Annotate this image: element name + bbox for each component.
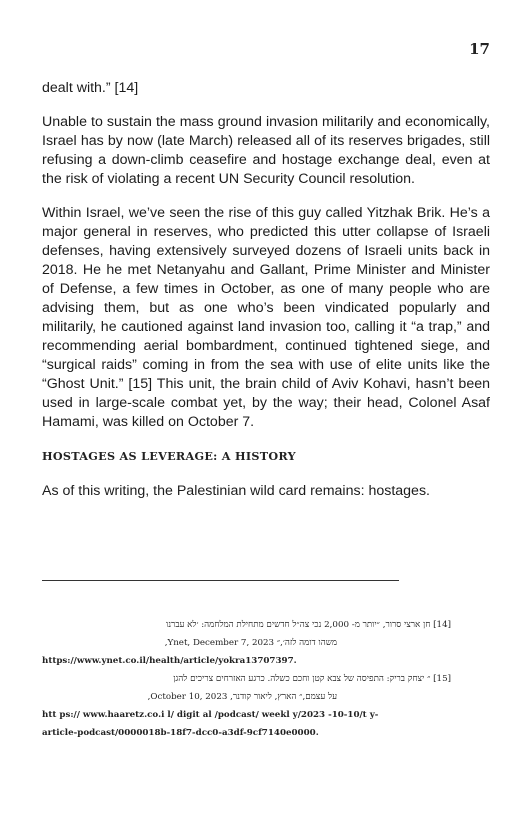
footnote-divider	[42, 580, 399, 581]
footnote-14-url: https://www.ynet.co.il/health/article/yokra13707397.	[42, 656, 297, 666]
paragraph-3: Within Israel, we’ve seen the rise of this guy called Yitzhak Brik. He’s a major general in reserves, who predicted this utter collapse of Israeli defenses, having extensively surveyed dozens of Israeli units back in 2018. He he met Netanyahu and Gallant, Prime Minister and Minister of Defense, a few times in October, as one of many people who are advising them, but as one who’s been vindicated popularly and militarily, he cautioned against land invasion too, calling it “a trap,” and recommending aerial bombardment, continued tightened siege, and “surgical raids” coming in from the sea with use of elite units like the “Ghost Unit.” [15] This unit, the brain child of Aviv Kohavi, hasn’t been used in large-scale combat yet, by the way; their head, Colonel Asaf Hamami, was killed on October 7.	[42, 205, 490, 430]
page-number: 17	[469, 40, 490, 58]
footnotes	[42, 616, 462, 742]
footnote-15-url-part-1: htt ps:// www.haaretz.co.i l/ digit al /podcast/ weekl y/2023 -10-10/t y-	[42, 710, 379, 720]
footnote-15-line-2: על עצמם,״ הארץ, ליאור קודנר, October 10, 2023,	[147, 692, 337, 702]
footnote-15-line-1: [15] ״ יצחק בריק: התפיסה של צבא קטן וחכם כשלה. כרגע האזרחים צריכים להגן	[173, 674, 451, 684]
body-text	[42, 79, 490, 501]
footnote-15-url-part-2: article-podcast/0000018b-18f7-dcc0-a3df-9cf7140e0000.	[42, 728, 319, 738]
section-heading: HOSTAGES AS LEVERAGE: A HISTORY	[42, 449, 296, 463]
closing-paragraph: As of this writing, the Palestinian wild card remains: hostages.	[42, 483, 430, 499]
paragraph-1: dealt with.” [14]	[42, 80, 139, 96]
paragraph-2: Unable to sustain the mass ground invasion militarily and economically, Israel has by now (late March) released all of its reserves brigades, still refusing a down-climb ceasefire and hostage exchange deal, even at the risk of violating a recent UN Security Council resolution.	[42, 114, 490, 187]
footnote-14-line-2: משהו דומה לזה׳,״ Ynet, December 7, 2023,	[164, 638, 337, 648]
footnote-14-line-1: [14] חן ארצי סרור, ״יותר מ- 2,000 נכי צה״ל חדשים מתחילת המלחמה: ׳לא עברנו	[166, 620, 451, 630]
